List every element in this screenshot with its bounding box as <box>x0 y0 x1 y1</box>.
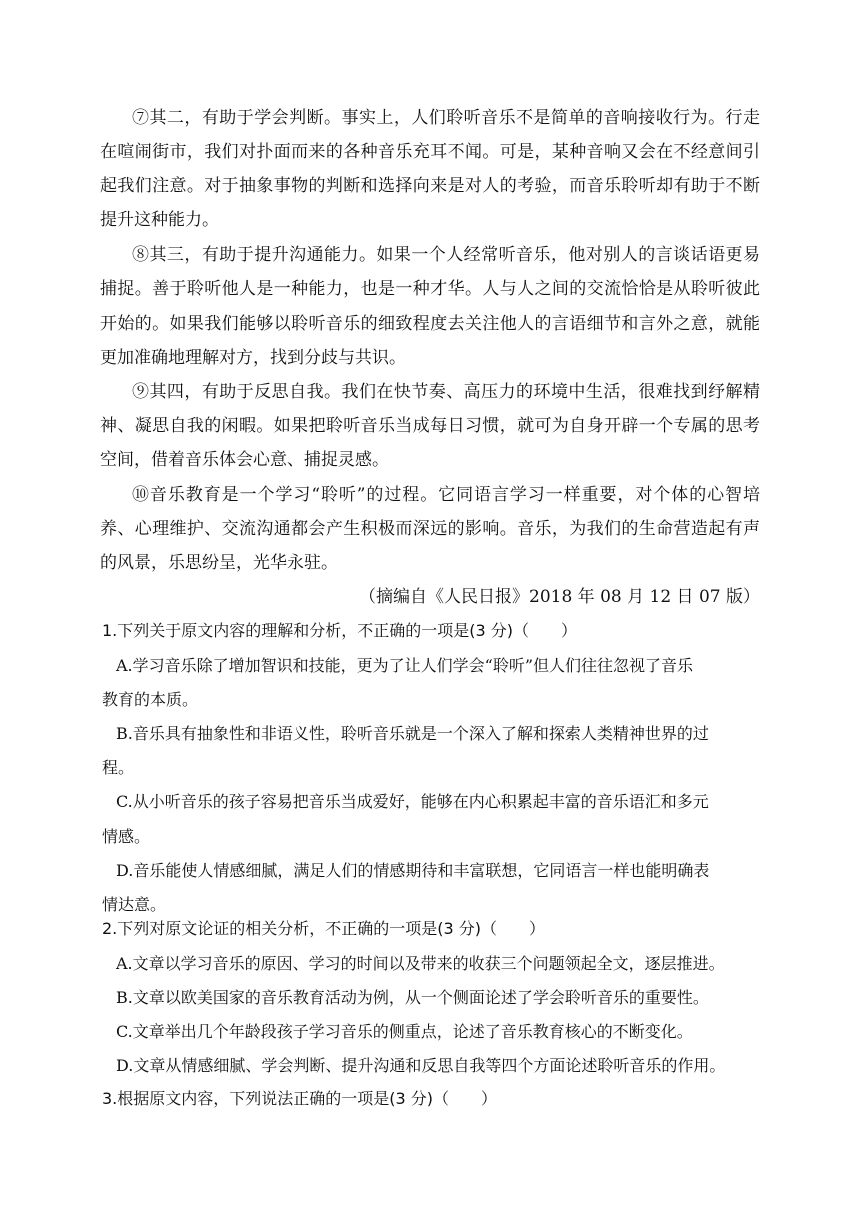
option-a: A.学习音乐除了增加智识和技能，更为了让人们学会“聆听”但人们往往忽视了音乐 <box>116 656 694 675</box>
text-line: 在喧闹街市，我们对扑面而来的各种音乐充耳不闻。可是，某种音响又会在不经意间引 <box>100 142 760 162</box>
text-line: ⑦其二，有助于学会判断。事实上，人们聆听音乐不是简单的音响接收行为。行走 <box>132 108 760 128</box>
text-line: 空间，借着音乐体会心意、捕捉灵感。 <box>100 450 389 470</box>
text-line: 养、心理维护、交流沟通都会产生积极而深远的影响。音乐，为我们的生命营造起有声 <box>100 519 760 539</box>
text-line: 提升这种能力。 <box>100 210 219 230</box>
option-b: B.音乐具有抽象性和非语义性，聆听音乐就是一个深入了解和探索人类精神世界的过 <box>116 724 709 743</box>
text-line: ⑨其四，有助于反思自我。我们在快节奏、高压力的环境中生活，很难找到纾解精 <box>132 382 760 402</box>
option-c: C.从小听音乐的孩子容易把音乐当成爱好，能够在内心积累起丰富的音乐语汇和多元 <box>116 792 709 811</box>
option-c: C.文章举出几个年龄段孩子学习音乐的侧重点，论述了音乐教育核心的不断变化。 <box>116 1022 693 1041</box>
question-stem: 2.下列对原文论证的相关分析，不正确的一项是(3 分)（ ） <box>102 919 546 938</box>
option-d: D.音乐能使人情感细腻，满足人们的情感期待和丰富联想，它同语言一样也能明确表 <box>116 861 710 880</box>
text-line: 捕捉。善于聆听他人是一种能力，也是一种才华。人与人之间的交流恰恰是从聆听彼此 <box>100 279 760 299</box>
option-a-cont: 教育的本质。 <box>102 690 199 709</box>
option-a: A.文章以学习音乐的原因、学习的时间以及带来的收获三个问题领起全文，逐层推进。 <box>116 954 725 973</box>
option-d: D.文章从情感细腻、学会判断、提升沟通和反思自我等四个方面论述聆听音乐的作用。 <box>116 1056 726 1075</box>
question-stem: 1.下列关于原文内容的理解和分析，不正确的一项是(3 分)（ ） <box>102 621 578 640</box>
option-b-cont: 程。 <box>102 758 135 777</box>
option-c-cont: 情感。 <box>102 827 151 846</box>
option-b: B.文章以欧美国家的音乐教育活动为例，从一个侧面论述了学会聆听音乐的重要性。 <box>116 988 709 1007</box>
text-line: 的风景，乐思纷呈，光华永驻。 <box>100 553 338 573</box>
text-line: 起我们注意。对于抽象事物的判断和选择向来是对人的考验，而音乐聆听却有助于不断 <box>100 176 760 196</box>
text-line: 开始的。如果我们能够以聆听音乐的细致程度去关注他人的言语细节和言外之意，就能 <box>100 314 760 334</box>
source-citation: （摘编自《人民日报》2018 年 08 月 12 日 07 版） <box>359 587 760 607</box>
text-line: ⑧其三，有助于提升沟通能力。如果一个人经常听音乐，他对别人的言谈话语更易 <box>132 245 760 265</box>
option-d-cont: 情达意。 <box>102 895 167 914</box>
text-line: ⑩音乐教育是一个学习“聆听”的过程。它同语言学习一样重要，对个体的心智培 <box>132 485 760 505</box>
question-stem: 3.根据原文内容，下列说法正确的一项是(3 分)（ ） <box>102 1089 498 1108</box>
text-line: 更加准确地理解对方，找到分歧与共识。 <box>100 348 406 368</box>
text-line: 神、凝思自我的闲暇。如果把聆听音乐当成每日习惯，就可为自身开辟一个专属的思考 <box>100 416 760 436</box>
